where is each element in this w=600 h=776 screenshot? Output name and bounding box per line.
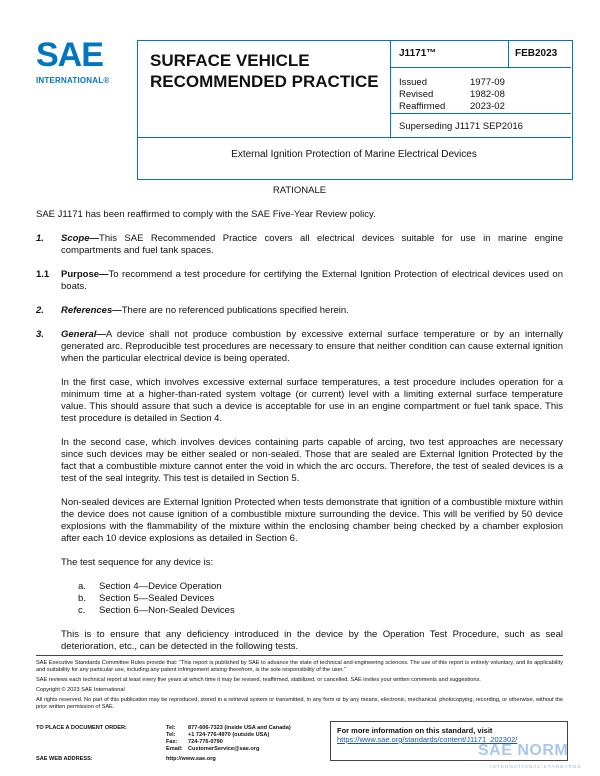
doc-date: FEB2023 <box>515 48 558 59</box>
rationale-heading: RATIONALE <box>272 185 327 196</box>
web-address <box>36 756 216 762</box>
footer-divider <box>36 655 563 656</box>
reaffirmed-label: Reaffirmed <box>399 101 446 112</box>
tel-label: Tel: <box>166 732 176 738</box>
info-link[interactable]: https://www.sae.org/standards/content/J1171_202302/ <box>337 735 518 744</box>
doc-number: J1171™ <box>399 48 437 59</box>
email-label: Email: <box>166 746 183 752</box>
document-type-line1: SURFACE VEHICLE <box>150 51 310 70</box>
footer-review: SAE reviews each technical report at least every five years at which time it may be revised, reaffirmed, stabilized, or cancelled. SAE invites your written comments and suggestions. <box>36 677 481 683</box>
section-number: 3. <box>36 329 44 340</box>
watermark-subtext: INTERNATIONAL STANDARDS <box>490 764 582 769</box>
reaffirmed-value: 2023-02 <box>470 101 505 112</box>
rationale-text: SAE J1171 has been reaffirmed to comply with the SAE Five-Year Review policy. <box>36 209 376 220</box>
document-title: External Ignition Protection of Marine Electrical Devices <box>231 149 477 160</box>
section-number: 1.1 <box>36 269 50 280</box>
section-number: 2. <box>36 305 44 316</box>
tel1: 877-606-7323 (inside USA and Canada) <box>188 725 291 731</box>
logo-text: SAE <box>36 36 103 74</box>
section-1 <box>36 233 563 257</box>
list-text: Section 5—Sealed Devices <box>99 593 215 604</box>
test-sequence-list <box>36 581 563 617</box>
email[interactable]: CustomerService@sae.org <box>188 746 260 752</box>
section-heading: Purpose— <box>61 269 109 280</box>
section-number: 1. <box>36 233 44 244</box>
divider <box>390 113 571 114</box>
section-text: There are no referenced publications specified herein. <box>121 305 349 316</box>
footer-notes <box>36 660 563 714</box>
tel-label: Tel: <box>166 725 176 731</box>
list-item <box>78 605 563 617</box>
fax-label: Fax: <box>166 739 178 745</box>
list-item <box>78 581 563 593</box>
web-url[interactable]: http://www.sae.org <box>166 756 216 762</box>
paragraph: In the second case, which involves devices containing parts capable of arcing, two test approaches are necessary since such devices may be either sealed or non-sealed. Those that are sealed are External Ignition Protected by the fact that a combustible mixture cannot enter the void in which the arc occurs. Therefore, the test of sealed devices is a test of the seal integrity. This test is detailed in Section 5. <box>61 437 563 484</box>
section-2 <box>36 305 563 317</box>
list-item <box>78 593 563 605</box>
footer-copyright: Copyright © 2023 SAE International <box>36 687 125 693</box>
footer-rights: All rights reserved. No part of this publication may be reproduced, stored in a retrieval system or transmitted, in any form or by any means, electronic, mechanical, photocopying, recording, or otherwise, without the prior written permission of SAE. <box>36 697 563 710</box>
section-text: A device shall not produce combustion by excessive external surface temperature or by an internally generated arc. Reproducible test procedures are necessary to ensure that neither condition can cause external ignition when the particular electrical device is being operated. <box>61 329 563 364</box>
fax: 724-776-0790 <box>188 739 223 745</box>
watermark: SAE NORM <box>478 742 569 759</box>
list-text: Section 4—Device Operation <box>99 581 222 592</box>
paragraph: Non-sealed devices are External Ignition Protected when tests demonstrate that ignition of a combustible mixture within the device does not cause ignition of a combustible mixture surrounding the device. This will be verified by 50 device explosions with the flammability of the mixture within the enclosing chamber being checked by a chamber explosion after each 10 device explosions as detailed in Section 6. <box>61 497 563 544</box>
paragraph: This is to ensure that any deficiency introduced in the device by the Operation Test Procedure, such as seal deterioration, etc., can be detected in the following tests. <box>61 629 563 652</box>
list-letter: b. <box>78 593 86 604</box>
tel2: +1 724-776-4970 (outside USA) <box>188 732 270 738</box>
revised-label: Revised <box>399 89 434 100</box>
section-heading: Scope— <box>61 233 100 244</box>
issued-value: 1977-09 <box>470 77 505 88</box>
order-label: TO PLACE A DOCUMENT ORDER: <box>36 725 127 731</box>
document-body <box>36 178 563 665</box>
list-letter: c. <box>78 605 86 616</box>
list-text: Section 6—Non-Sealed Devices <box>99 605 235 616</box>
list-letter: a. <box>78 581 86 592</box>
section-heading: References— <box>61 305 122 316</box>
section-heading: General— <box>61 329 106 340</box>
logo-subtext: INTERNATIONAL® <box>36 76 110 85</box>
document-type-line2: RECOMMENDED PRACTICE <box>150 72 379 91</box>
status-block <box>399 77 505 113</box>
document-type <box>150 50 390 92</box>
divider <box>137 137 571 138</box>
superseding: Superseding J1171 SEP2016 <box>399 121 523 132</box>
section-text: To recommend a test procedure for certifying the External Ignition Protection of electrical devices used on boats. <box>61 269 563 292</box>
section-1-1 <box>36 269 563 293</box>
paragraph: The test sequence for any device is: <box>61 557 214 568</box>
section-3 <box>36 329 563 365</box>
info-title: For more information on this standard, visit <box>337 726 493 735</box>
order-info <box>36 725 291 753</box>
section-text: This SAE Recommended Practice covers all electrical devices suitable for use in marine engine compartments and fuel tank spaces. <box>61 233 563 256</box>
sae-logo <box>36 38 128 86</box>
revised-value: 1982-08 <box>470 89 505 100</box>
paragraph: In the first case, which involves excessive external surface temperatures, a test procedure includes operation for a minimum time at a higher-than-rated system voltage (or current) level with a limiting external surface temperature value. This should assure that such a device is acceptable for use in an engine compartment or fuel tank space. This test procedure is detailed in Section 4. <box>61 377 563 424</box>
issued-label: Issued <box>399 77 427 88</box>
footer-rules: SAE Executive Standards Committee Rules provide that: “This report is published by SAE to advance the state of technical and engineering sciences. The use of this report is entirely voluntary, and its applicability and suitability for any particular use, including any patent infringement arising therefrom, is the sole responsibility of the user.” <box>36 660 563 673</box>
web-label: SAE WEB ADDRESS: <box>36 756 93 762</box>
